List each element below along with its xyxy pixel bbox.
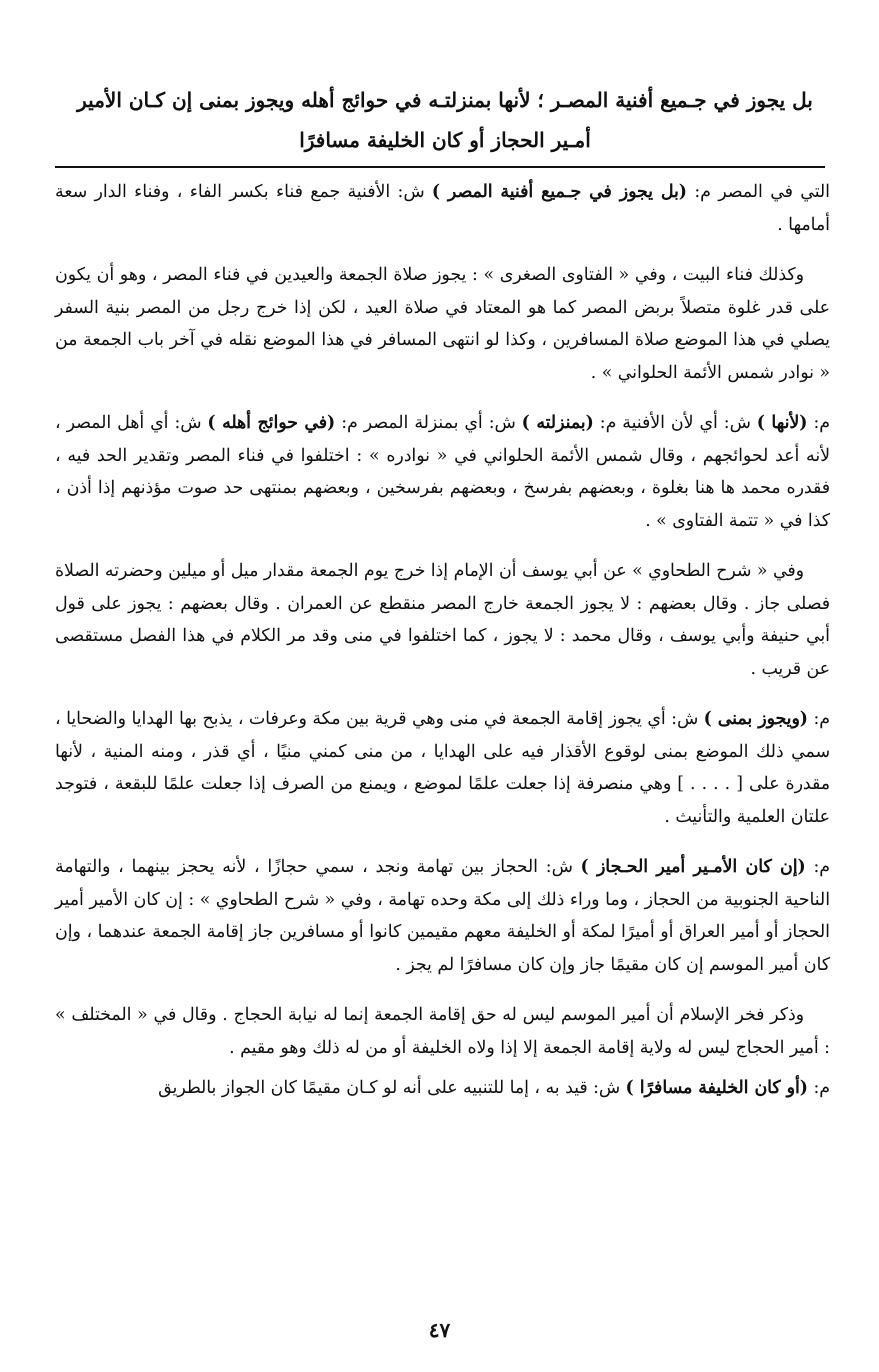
commentary-paragraph <box>55 176 830 241</box>
commentary-text: وذكر فخر الإسلام أن أمير الموسم ليس له حق إقامة الجمعة إنما له نيابة الحجاج . وقال في « المختلف » : أمير الحجاج ليس له ولاية إقامة الجمعة إلا إذا ولاه الخليفة أو من له ذلك وهو مقيم . <box>55 1005 830 1058</box>
commentary-text: م: <box>805 857 831 877</box>
commentary-text: ش: الأفنية جمع فناء بكسر الفاء ، وفناء الدار سعة أمامها . <box>55 182 830 235</box>
commentary-paragraph <box>55 851 830 981</box>
commentary-paragraph <box>55 1072 830 1105</box>
matn-quote: (بل يجوز في جـميع أفنية المصر ) <box>431 182 687 202</box>
commentary-text: وكذلك فناء البيت ، وفي « الفتاوى الصغرى » : يجوز صلاة الجمعة والعيدين في فناء المصر ، وهو أن يكون على قدر غلوة متصلاً بربض المصر كما هو المعتاد في صلاة العيد ، لكن إذا خرج رجل من المصر بنية السفر يصلي في هذا الموضع صلاة المسافرين ، وكذا لو انتهى المسافر في هذا الموضع نقله في آخر باب الجمعة من « نوادر شمس الأئمة الحلواني » . <box>55 265 830 383</box>
commentary-text: م: <box>807 1078 830 1098</box>
commentary-text: وفي « شرح الطحاوي » عن أبي يوسف أن الإمام إذا خرج يوم الجمعة مقدار ميل أو ميلين وحضرته الصلاة فصلى جاز . وقال بعضهم : لا يجوز الجمعة خارج المصر منقطع عن العمران . وقال بعضهم : يجوز على قول أبي حنيفة وأبي يوسف ، وقال محمد : لا يجوز ، كما اختلفوا في منى وقد مر الكلام في هذا الفصل مستقصى عن قريب . <box>55 561 830 679</box>
commentary-text: ش: أي بمنزلة المصر م: <box>335 413 522 433</box>
commentary-paragraph <box>55 703 830 833</box>
matn-quote: (إن كان الأمـير أمير الحـجاز ) <box>580 857 806 877</box>
commentary-text: ش: أي يجوز إقامة الجمعة في منى وهي قرية بين مكة وعرفات ، يذبح بها الهدايا والضحايا ، سمي ذلك الموضع بمنى لوقوع الأقذار فيه على الهدايا ، من منى كمني منيًا ، أي قذر ، ومنه المنية ، لأنها مقدرة على [ . . . . ] وهي منصرفة إذا جعلت علمًا لموضع ، ويمنع من الصرف إذا جعلت علمًا للبقعة ، فتوجد علتان العلمية والتأنيث . <box>55 709 830 827</box>
commentary-text: التي في المصر م: <box>686 182 830 202</box>
commentary-text: ش: أي أهل المصر ، لأنه أعد لحوائجهم ، وقال شمس الأئمة الحلواني في « نوادره » : اختلفوا في فناء المصر وتقدير الحد فيه ، فقدره محمد ها هنا بغلوة ، وبعضهم بفرسخ ، وبعضهم بفرسخين ، وبعضهم بمنتهى حد صوت مؤذنهم إذا أذن ، كذا في « تتمة الفتاوى » . <box>55 413 830 531</box>
separator-rule <box>55 166 825 168</box>
matn-quote: (بمنزلته ) <box>521 413 594 433</box>
commentary-paragraph <box>55 999 830 1064</box>
matn-quote: (في حوائج أهله ) <box>207 413 336 433</box>
commentary-text: م: <box>807 413 830 433</box>
matn-text: بل يجوز في جـميع أفنية المصـر ؛ لأنها بمنزلتـه في حوائج أهله ويجوز بمنى إن كـان الأمير أمـير الحجاز أو كان الخليفة مسافرًا <box>77 88 813 152</box>
commentary-body <box>55 176 830 1123</box>
commentary-paragraph <box>55 555 830 685</box>
commentary-text: م: <box>807 709 831 729</box>
commentary-text: ش: قيد به ، إما للتنبيه على أنه لو كـان مقيمًا كان الجواز بالطريق <box>158 1078 626 1098</box>
matn-quote: (ويجوز بمنى ) <box>703 709 808 729</box>
matn-quote: (لأنها ) <box>756 413 808 433</box>
commentary-text: ش: الحجاز بين تهامة ونجد ، سمي حجازًا ، لأنه يحجز بينهما ، والتهامة الناحية الجنوبية من الحجاز ، وما وراء ذلك إلى مكة وحده تهامة ، وفي « شرح الطحاوي » : إن كان الأمير أمير الحجاز أو أمير العراق أو أميرًا لمكة أو الخليفة معهم مقيمين كانوا أو مسافرين جاز إقامة الجمعة عندهما ، وإن كان أمير الموسم إن كان مقيمًا جاز وإن كان مسافرًا لم يجز . <box>55 857 830 975</box>
matn-quote: (أو كان الخليفة مسافرًا ) <box>625 1078 808 1098</box>
commentary-paragraph <box>55 407 830 537</box>
commentary-paragraph <box>55 259 830 389</box>
commentary-text: ش: أي لأن الأفنية م: <box>593 413 757 433</box>
page-number: ٤٧ <box>428 1318 451 1342</box>
